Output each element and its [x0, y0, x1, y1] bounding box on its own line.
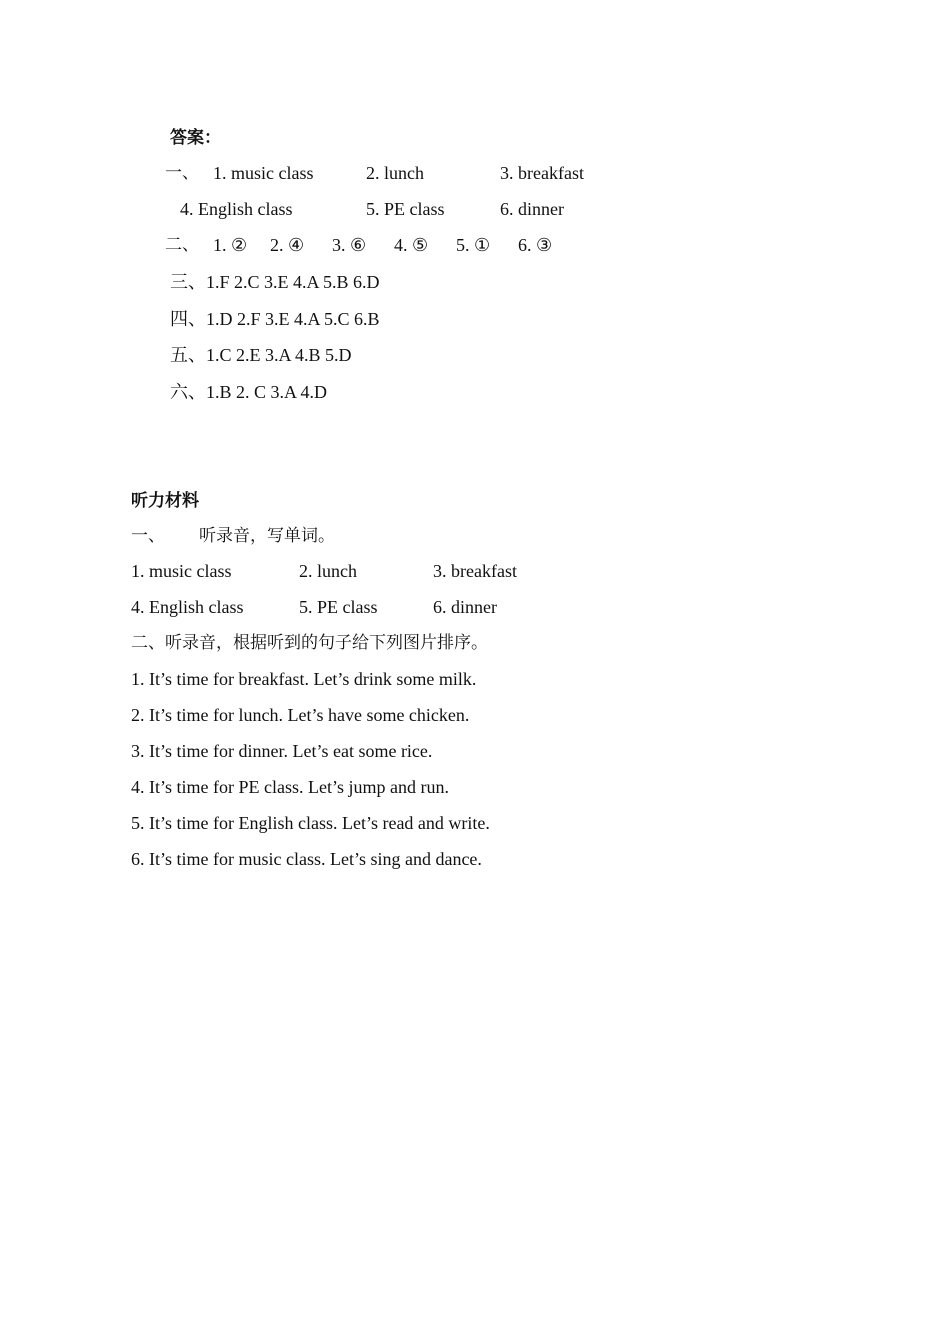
answer-item: 6. ③: [518, 235, 553, 255]
word-item: 2. lunch: [299, 561, 357, 581]
answers-heading: 答案：: [170, 128, 221, 148]
answer-item: 3. ⑥: [332, 235, 367, 255]
word-item: 3. breakfast: [433, 561, 517, 581]
answers-sec3: 三、1.F 2.C 3.E 4.A 5.B 6.D: [170, 272, 380, 292]
section-marker: 二、: [165, 235, 199, 255]
section-marker: 一、: [165, 163, 199, 183]
listening-heading: 听力材料: [131, 491, 199, 511]
listening-sentence: 6. It’s time for music class. Let’s sing and dance.: [131, 849, 482, 869]
answer-item: 4. ⑤: [394, 235, 429, 255]
word-item: 1. music class: [131, 561, 232, 581]
answers-sec5: 五、1.C 2.E 3.A 4.B 5.D: [170, 345, 352, 365]
part-instruction: 听录音，写单词。: [199, 526, 335, 546]
listening-part2-title: 二、听录音，根据听到的句子给下列图片排序。: [131, 633, 488, 653]
answer-item: 2. lunch: [366, 163, 424, 183]
word-item: 4. English class: [131, 597, 244, 617]
answers-sec6: 六、1.B 2. C 3.A 4.D: [170, 382, 328, 402]
listening-sentence: 4. It’s time for PE class. Let’s jump and run.: [131, 777, 449, 797]
answer-item: 2. ④: [270, 235, 305, 255]
answer-item: 1. music class: [213, 163, 314, 183]
listening-sentence: 3. It’s time for dinner. Let’s eat some rice.: [131, 741, 433, 761]
answer-item: 6. dinner: [500, 199, 564, 219]
answer-item: 5. PE class: [366, 199, 445, 219]
listening-sentence: 2. It’s time for lunch. Let’s have some chicken.: [131, 705, 470, 725]
listening-sentence: 1. It’s time for breakfast. Let’s drink some milk.: [131, 669, 477, 689]
answer-item: 5. ①: [456, 235, 491, 255]
listening-sentence: 5. It’s time for English class. Let’s read and write.: [131, 813, 490, 833]
answer-item: 3. breakfast: [500, 163, 584, 183]
section-marker: 一、: [131, 526, 165, 546]
answers-sec4: 四、1.D 2.F 3.E 4.A 5.C 6.B: [170, 309, 380, 329]
word-item: 6. dinner: [433, 597, 497, 617]
answer-item: 1. ②: [213, 235, 248, 255]
word-item: 5. PE class: [299, 597, 378, 617]
answer-item: 4. English class: [180, 199, 293, 219]
